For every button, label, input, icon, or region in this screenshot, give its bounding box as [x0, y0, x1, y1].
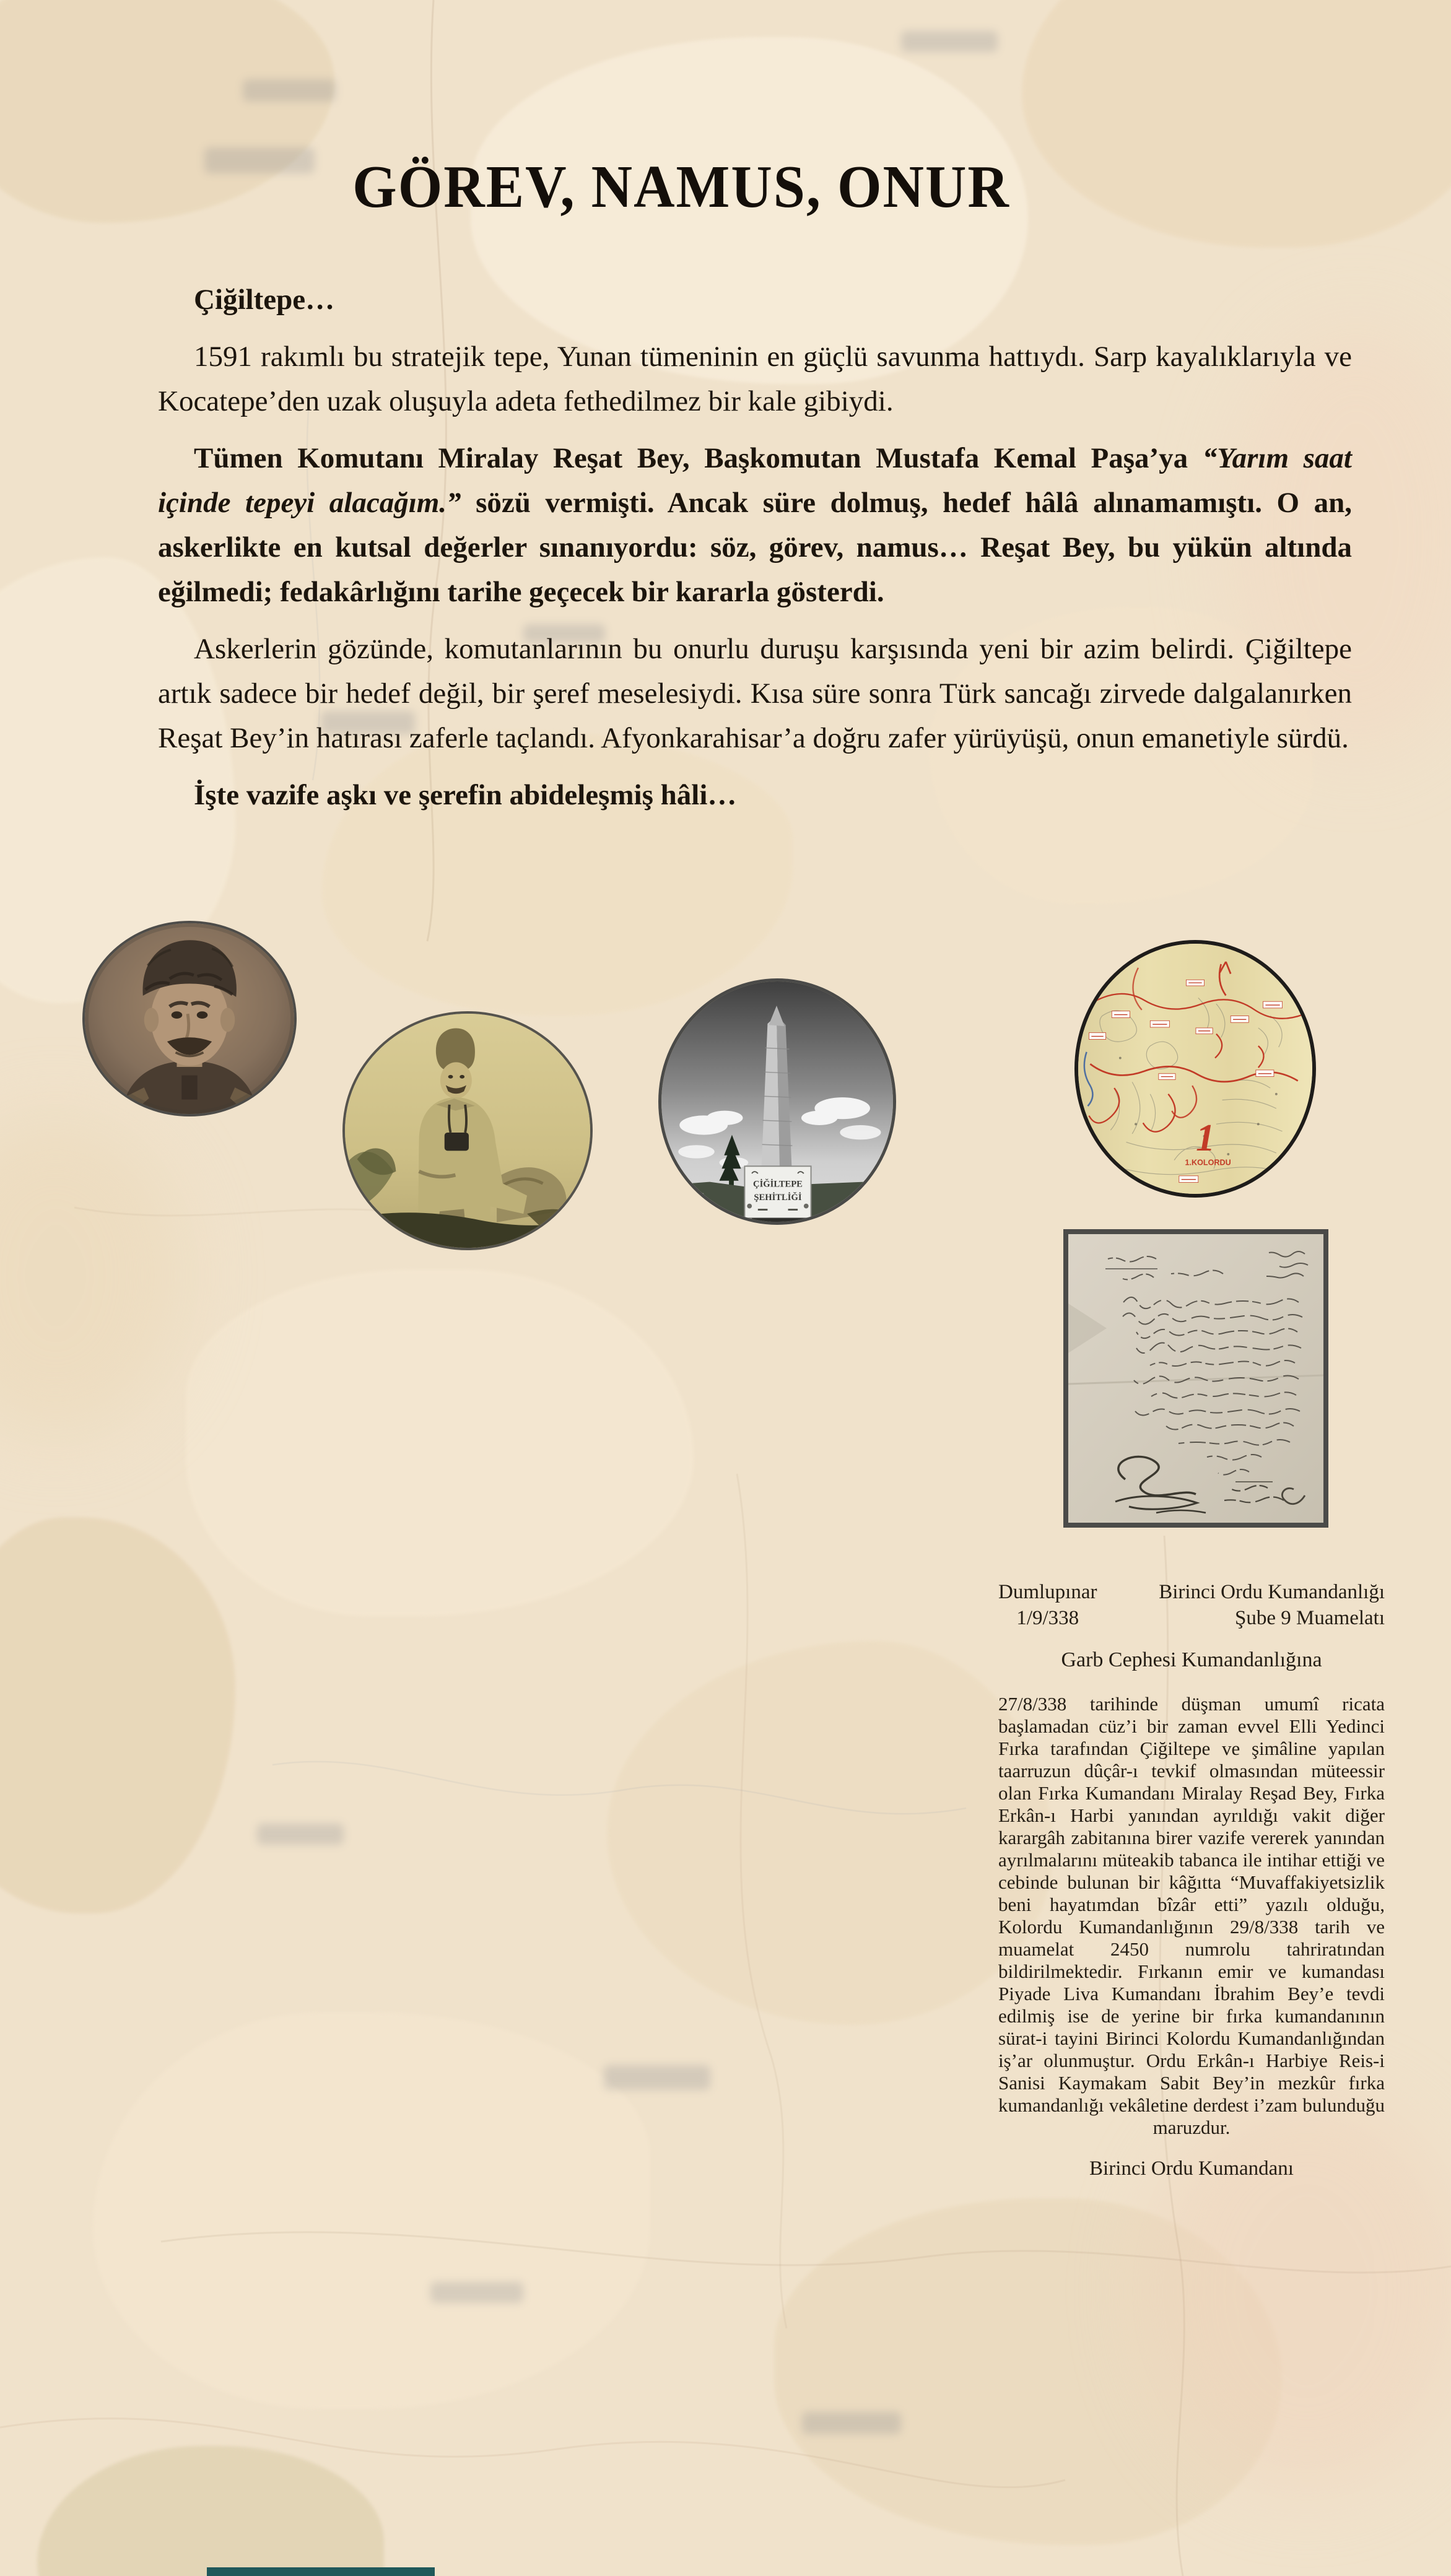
panel-title: GÖREV, NAMUS, ONUR	[352, 152, 1010, 220]
footer-bar	[207, 2567, 435, 2576]
blurred-map-label	[243, 79, 336, 102]
paragraph-2	[158, 436, 1352, 614]
blurred-map-label	[257, 1824, 344, 1845]
main-text-block	[158, 277, 1352, 830]
blurred-map-label	[604, 2065, 710, 2090]
blurred-map-label	[802, 2412, 901, 2434]
letter-date: 1/9/338	[1016, 1607, 1079, 1629]
letter-unit-line2: Şube 9 Muamelatı	[1235, 1607, 1385, 1629]
archival-document-scan	[1063, 1229, 1328, 1528]
letter-unit	[1159, 1579, 1385, 1631]
paragraph-3: Askerlerin gözünde, komutanlarının bu onurlu duruşu karşısında yeni bir azim belirdi. Çiğiltepe artık sadece bir hedef değil, bir şeref meselesiydi. Kısa süre sonra Türk sancağı zirvede dalgalanırken Reşat Bey’in hatırası zaferle taçlandı. Afyonkarahisar’a doğru zafer yürüyüşü, onun emanetiyle sürdü.	[158, 633, 1352, 754]
pedestal	[752, 1218, 806, 1222]
letter-transcription	[998, 1579, 1385, 2180]
letter-place-date	[998, 1579, 1097, 1631]
letter-body: 27/8/338 tarihinde düşman umumî ricata başlamadan cüz’i bir zaman evvel Elli Yedinci Fırka tarafından Çiğiltepe ve şimâline yapılan taarruzun dûçâr-ı tevkif olmasından müteessir olan Fırka Kumandanı Miralay Reşad Bey, Fırka Erkân-ı Harbi yanından ayrıldığı vakit diğer karargâh zabitanına birer vazife vererek yanından ayrılmalarını müteakib tabanca ile intihar ettiği ve cebinde bulunan bir kâğıtta “Muvaffakiyetsizlik beni hayatımdan bîzâr etti” yazılı olduğu, Kolordu Kumandanlığının 29/8/338 tarih ve muamelat 2450 numrolu tahriratından bildirilmektedir. Fırkanın emir ve kumandası Piyade Liva Kumandanı İbrahim Bey’e tevdi edilmiş ise de yerine bir fırka kumandanının sürat-i tayini Birinci Kolordu Kumandanlığından iş’ar olunmuştur. Ordu Erkân-ı Harbiye Reis-i Sanisi Kaymakam Sabit Bey’in mezkûr fırka kumandanlığı vekâletine derdest i’zam bulunduğu maruzdur.	[998, 1693, 1385, 2138]
letter-addressee: Garb Cephesi Kumandanlığına	[1061, 1648, 1322, 1671]
soldier-photo	[342, 1011, 593, 1250]
battle-map-photo	[1074, 940, 1316, 1198]
sign-line-2: ŞEHİTLİĞİ	[754, 1192, 802, 1203]
letter-unit-line1: Birinci Ordu Kumandanlığı	[1159, 1581, 1385, 1603]
monument-photo	[658, 978, 896, 1225]
corps-numeral: 1	[1195, 1117, 1215, 1160]
corps-label: 1.KOLORDU	[1185, 1158, 1231, 1167]
sign-line-1: ÇİĞİLTEPE	[753, 1179, 803, 1190]
memorial-sign	[744, 1166, 811, 1218]
paragraph-2-lead: Tümen Komutanı Miralay Reşat Bey, Başkomutan Mustafa Kemal Paşa’ya	[194, 442, 1203, 474]
blurred-map-label	[901, 31, 998, 52]
letter-place: Dumlupınar	[998, 1581, 1097, 1603]
blurred-map-label	[430, 2282, 523, 2303]
portrait-photo-resat-bey	[82, 921, 297, 1116]
binoculars	[445, 1133, 469, 1151]
letter-signature: Birinci Ordu Kumandanı	[1089, 2157, 1294, 2180]
paragraph-1: 1591 rakımlı bu stratejik tepe, Yunan tümeninin en güçlü savunma hattıydı. Sarp kayalıklarıyla ve Kocatepe’den uzak oluşuyla adeta fethedilmez bir kale gibiydi.	[158, 341, 1352, 417]
intro-heading: Çiğiltepe…	[194, 284, 335, 316]
closing-line: İşte vazife aşkı ve şerefin abideleşmiş hâli…	[194, 779, 737, 811]
paragraph-2-rest: sözü vermişti. Ancak süre dolmuş, hedef hâlâ alınamamıştı. O an, askerlikte en kutsal değerler sınanıyordu: söz, görev, namus… Reşat Bey, bu yükün altında eğilmedi; fedakârlığını tarihe geçecek bir kararla gösterdi.	[158, 487, 1352, 608]
letter-header	[998, 1579, 1385, 1631]
paragraph-2-quote: “Yarım saat içinde tepeyi alacağım.”	[158, 442, 1352, 519]
